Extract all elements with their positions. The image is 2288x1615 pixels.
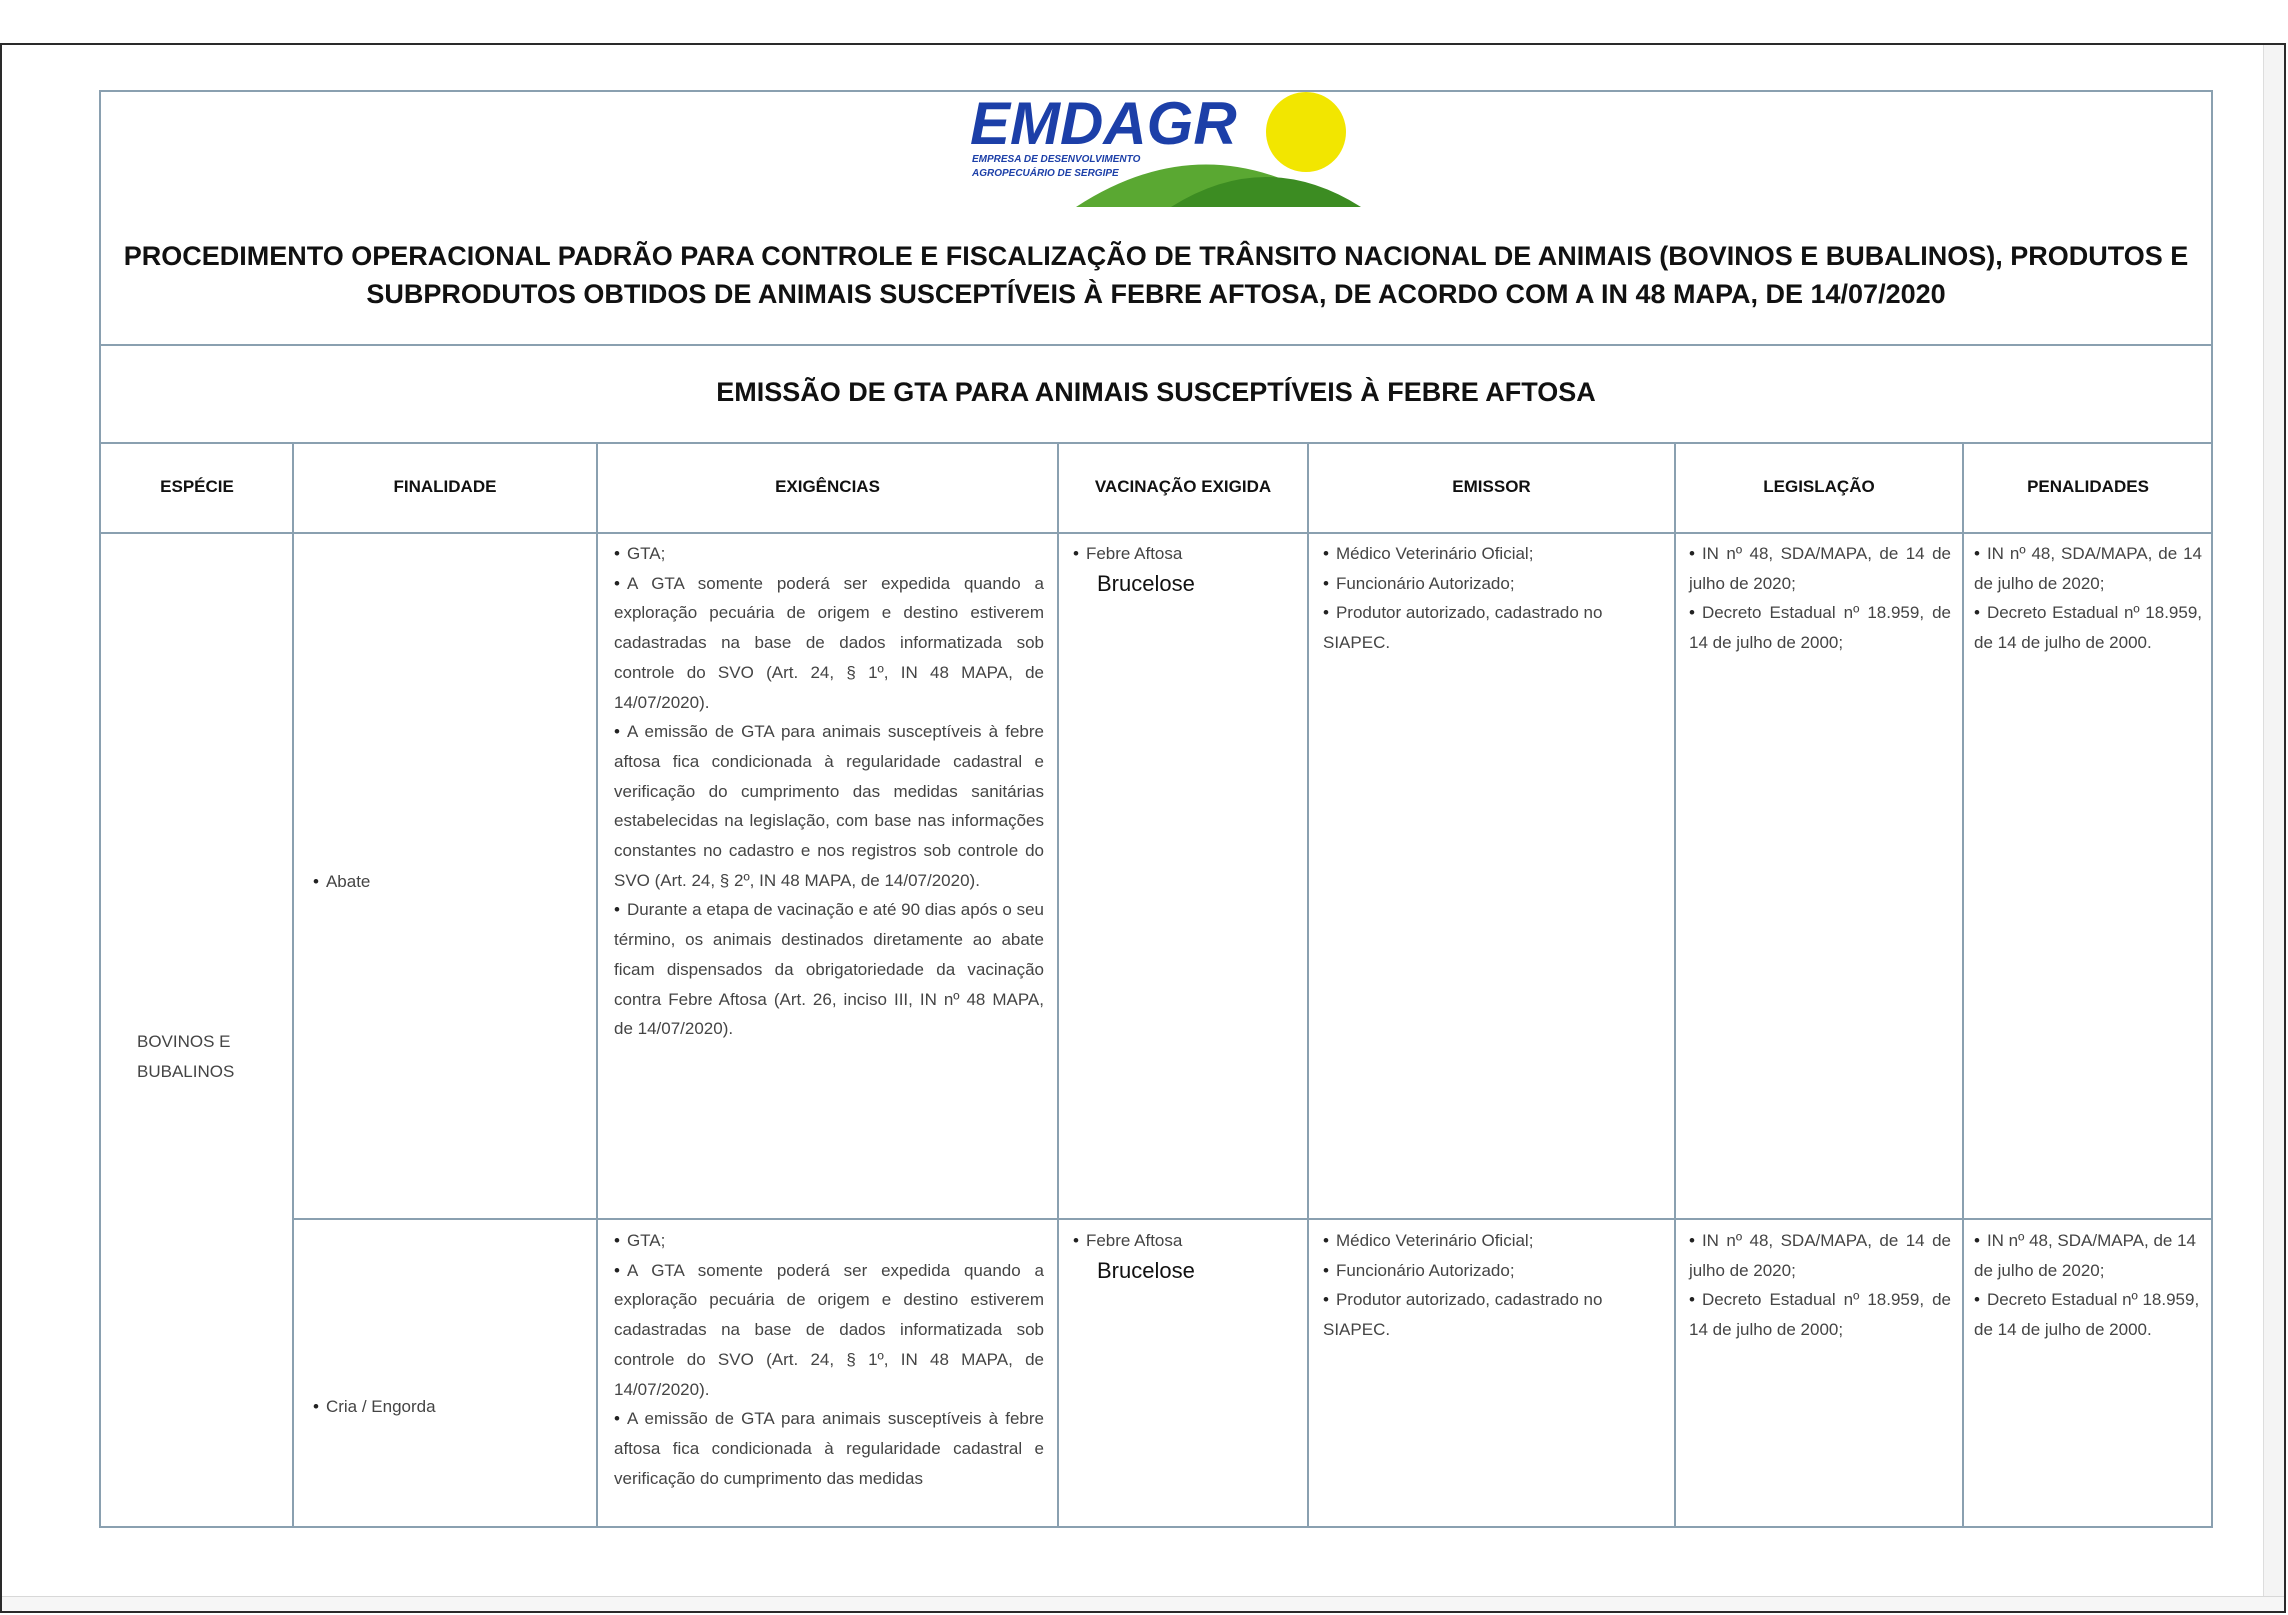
finalidade-cell	[313, 1392, 583, 1422]
finalidade-value: • Cria / Engorda	[313, 1397, 436, 1416]
document-title-line2: SUBPRODUTOS OBTIDOS DE ANIMAIS SUSCEPTÍVEIS À FEBRE AFTOSA, DE ACORDO COM A IN 48 MAPA, DE 14/07/2020	[366, 279, 1946, 309]
emissor-item: • Médico Veterinário Oficial;	[1323, 539, 1665, 569]
penalidades-cell	[1974, 1226, 2202, 1345]
legislacao-cell	[1689, 1226, 1951, 1345]
col-header-finalidade: FINALIDADE	[393, 477, 497, 496]
exigencias-cell	[614, 539, 1044, 1044]
vacinacao-item: • Febre Aftosa	[1073, 1226, 1301, 1256]
emissor-cell	[1323, 1226, 1665, 1345]
logo-brand: EMDAGR	[970, 92, 1237, 157]
legislacao-cell	[1689, 539, 1951, 658]
exigencia-item: • GTA;	[614, 1226, 1044, 1256]
exigencia-item: • GTA;	[614, 539, 1044, 569]
grid-line	[1962, 442, 1964, 1528]
grid-line	[596, 442, 598, 1528]
finalidade-cell	[313, 867, 583, 897]
col-header-emissor: EMISSOR	[1452, 477, 1531, 496]
document-page	[99, 90, 2213, 1528]
emissor-item: • Funcionário Autorizado;	[1323, 569, 1665, 599]
emissor-item: • Produtor autorizado, cadastrado no SIAPEC.	[1323, 598, 1665, 657]
penalidade-item: • IN nº 48, SDA/MAPA, de 14 de julho de 2020;	[1974, 539, 2202, 598]
document-viewport[interactable]	[0, 43, 2286, 1613]
exigencia-item: • Durante a etapa de vacinação e até 90 dias após o seu término, os animais destinados diretamente ao abate ficam dispensados da obrigatoriedade da vacinação contra Febre Aftosa (Art. 26, inciso III, IN nº 48 MAPA, de 14/07/2020).	[614, 895, 1044, 1044]
document-title	[111, 237, 2201, 313]
col-header-exigencias: EXIGÊNCIAS	[775, 477, 880, 496]
grid-line	[292, 442, 294, 1528]
horizontal-scrollbar[interactable]	[2, 1596, 2284, 1611]
col-header-vacinacao: VACINAÇÃO EXIGIDA	[1094, 477, 1272, 496]
logo-line2: AGROPECUÁRIO DE SERGIPE	[972, 168, 1119, 179]
grid-line	[1057, 442, 1059, 1528]
exigencia-item: • A GTA somente poderá ser expedida quando a exploração pecuária de origem e destino estiverem cadastradas na base de dados informatizada sob controle do SVO (Art. 24, § 1º, IN 48 MAPA, de 14/07/2020).	[614, 1256, 1044, 1405]
emissor-item: • Produtor autorizado, cadastrado no SIAPEC.	[1323, 1285, 1665, 1344]
exigencias-cell	[614, 1226, 1044, 1526]
emissor-item: • Funcionário Autorizado;	[1323, 1256, 1665, 1286]
logo-line1: EMPRESA DE DESENVOLVIMENTO	[972, 154, 1141, 165]
vacinacao-item: • Febre Aftosa	[1073, 539, 1301, 569]
document-header	[101, 92, 2211, 346]
penalidades-cell	[1974, 539, 2202, 658]
penalidade-item: • Decreto Estadual nº 18.959, de 14 de julho de 2000.	[1974, 1285, 2202, 1344]
row-divider	[292, 1218, 2213, 1220]
section-title: EMISSÃO DE GTA PARA ANIMAIS SUSCEPTÍVEIS À FEBRE AFTOSA	[716, 377, 1596, 407]
table-header-row	[101, 442, 2211, 534]
grid-line	[1307, 442, 1309, 1528]
col-header-especie: ESPÉCIE	[160, 477, 234, 496]
legislacao-item: • IN nº 48, SDA/MAPA, de 14 de julho de 2020;	[1689, 1226, 1951, 1285]
emissor-cell	[1323, 539, 1665, 658]
emissor-item: • Médico Veterinário Oficial;	[1323, 1226, 1665, 1256]
col-header-penalidades: PENALIDADES	[2027, 477, 2149, 496]
vacinacao-extra: Brucelose	[1097, 1257, 1195, 1283]
legislacao-item: • Decreto Estadual nº 18.959, de 14 de julho de 2000;	[1689, 598, 1951, 657]
legislacao-item: • Decreto Estadual nº 18.959, de 14 de julho de 2000;	[1689, 1285, 1951, 1344]
vacinacao-cell	[1073, 1226, 1301, 1286]
grid-line	[1674, 442, 1676, 1528]
vertical-scrollbar[interactable]	[2263, 45, 2284, 1611]
emdagro-logo	[966, 92, 1366, 207]
section-header	[101, 344, 2211, 444]
vacinacao-cell	[1073, 539, 1301, 599]
especie-cell: BOVINOS E BUBALINOS	[137, 1032, 235, 1081]
exigencia-item: • A GTA somente poderá ser expedida quando a exploração pecuária de origem e destino estiverem cadastradas na base de dados informatizada sob controle do SVO (Art. 24, § 1º, IN 48 MAPA, de 14/07/2020).	[614, 569, 1044, 718]
exigencia-item: • A emissão de GTA para animais susceptíveis à febre aftosa fica condicionada à regularidade cadastral e verificação do cumprimento das medidas sanitárias estabelecidas na legislação, com base nas informações constantes no cadastro e nos registros sob controle do SVO (Art. 24, § 2º, IN 48 MAPA, de 14/07/2020).	[614, 717, 1044, 895]
penalidade-item: • Decreto Estadual nº 18.959, de 14 de julho de 2000.	[1974, 598, 2202, 657]
vacinacao-extra: Brucelose	[1097, 570, 1195, 596]
legislacao-item: • IN nº 48, SDA/MAPA, de 14 de julho de 2020;	[1689, 539, 1951, 598]
exigencia-item: • A emissão de GTA para animais susceptíveis à febre aftosa fica condicionada à regularidade cadastral e verificação do cumprimento das medidas	[614, 1404, 1044, 1493]
finalidade-value: • Abate	[313, 872, 370, 891]
col-header-legislacao: LEGISLAÇÃO	[1763, 477, 1875, 496]
penalidade-item: • IN nº 48, SDA/MAPA, de 14 de julho de 2020;	[1974, 1226, 2202, 1285]
document-title-line1: PROCEDIMENTO OPERACIONAL PADRÃO PARA CONTROLE E FISCALIZAÇÃO DE TRÂNSITO NACIONAL DE ANIMAIS (BOVINOS E BUBALINOS), PRODUTOS E	[123, 241, 2189, 271]
